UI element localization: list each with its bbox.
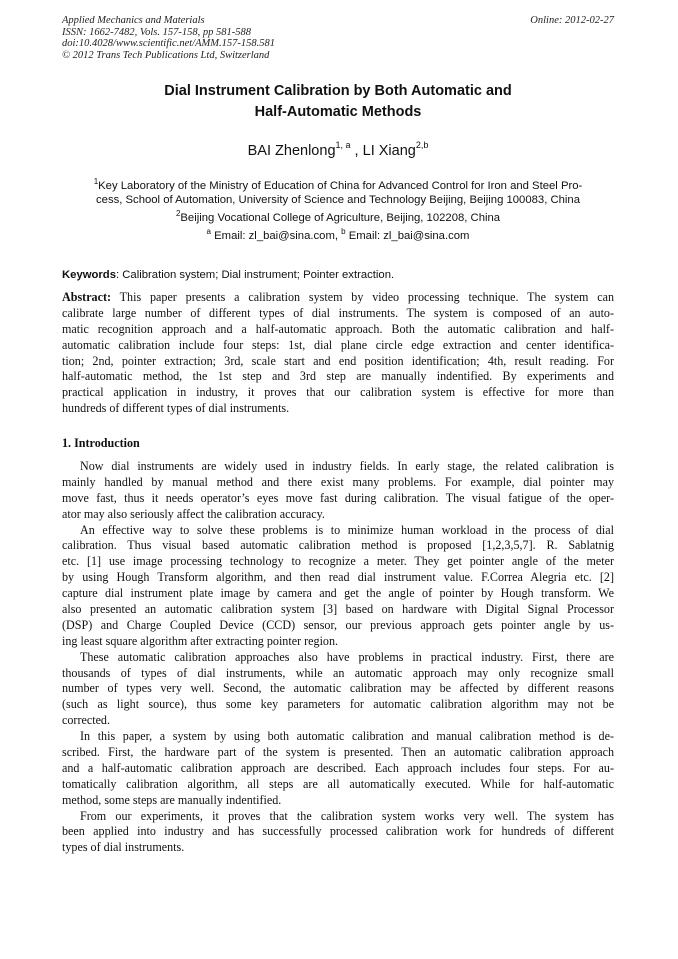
email-line xyxy=(62,225,614,243)
email-a-text: Email: zl_bai@sina.com, xyxy=(211,229,342,242)
affiliation-line-1 xyxy=(62,175,614,193)
abstract-line xyxy=(62,290,614,306)
title-line-1: Dial Instrument Calibration by Both Automatic and xyxy=(164,83,512,99)
intro-line: These automatic calibration approaches also have problems in practical industry. First, there are xyxy=(80,649,614,664)
abstract-label: Abstract: xyxy=(62,290,112,304)
copyright-line: © 2012 Trans Tech Publications Ltd, Switzerland xyxy=(62,49,270,61)
abstract-line: matic recognition approach and a half-automatic approach. Both the automatic calibration and half- xyxy=(62,321,614,336)
intro-line: been applied into industry and has successfully processed calibration work for hundreds of different xyxy=(62,824,614,839)
author-1-name: BAI Zhenlong xyxy=(247,142,336,159)
affiliation-2-text: Beijing Vocational College of Agriculture, Beijing, 102208, China xyxy=(180,211,501,224)
intro-line: In this paper, a system by using both automatic calibration and manual calibration method is de- xyxy=(80,729,614,744)
intro-line: (such as light source), thus some key parameters for automatic calibration algorithm may not be xyxy=(62,697,614,712)
online-date: Online: 2012-02-27 xyxy=(530,15,614,26)
affiliations xyxy=(62,175,614,242)
issn-line: ISSN: 1662-7482, Vols. 157-158, pp 581-588 xyxy=(62,26,251,38)
intro-line: (DSP) and Charge Coupled Device (CCD) sensor, our previous approach gets pointer angle by us- xyxy=(62,617,614,632)
keywords-line xyxy=(62,268,614,282)
journal-name: Applied Mechanics and Materials xyxy=(62,15,205,26)
affiliation-1-marker: 1 xyxy=(93,177,99,186)
intro-line: by using Hough Transform algorithm, and then read dial instrument value. F.Correa Alegria etc. [2] xyxy=(62,570,614,585)
abstract-line: half-automatic method, the 1st step and 3rd step are manually indentified. By experiments and xyxy=(62,369,614,384)
abstract-line: calibrate large number of different types of dial instruments. The system is composed of an auto- xyxy=(62,305,614,320)
intro-line: An effective way to solve these problems is to minimize human workload in the process of dial xyxy=(80,522,614,537)
affiliation-line-3 xyxy=(62,207,614,225)
abstract-paragraph xyxy=(62,290,614,417)
section-heading-introduction: 1. Introduction xyxy=(62,436,140,450)
doi-line: doi:10.4028/www.scientific.net/AMM.157-158.581 xyxy=(62,38,275,49)
abstract-line: hundreds of different types of dial instruments. xyxy=(62,401,290,416)
author-2-name: LI Xiang xyxy=(362,142,416,159)
affiliation-line-2: cess, School of Automation, University of Science and Technology Beijing, Beijing 100083, China xyxy=(96,193,580,206)
intro-line: corrected. xyxy=(62,713,111,728)
paper-title xyxy=(62,81,614,123)
intro-line: method, some steps are manually indentified. xyxy=(62,792,282,807)
introduction-body xyxy=(62,459,614,856)
intro-line: From our experiments, it proves that the calibration system works very well. The system has xyxy=(80,808,614,823)
intro-line: etc. [1] use image processing technology to recognize a meter. They get pointer angle of the meter xyxy=(62,554,614,569)
author-separator: , xyxy=(350,142,363,159)
keywords-text: : Calibration system; Dial instrument; Pointer extraction. xyxy=(116,269,395,281)
intro-line: thousands of types of dial instruments, while an automatic approach may only recognize small xyxy=(62,665,614,680)
intro-line: capture dial instrument plate image by camera and get the angle of pointer by Hough transform. We xyxy=(62,586,614,601)
author-line xyxy=(62,137,614,160)
email-b-text: Email: zl_bai@sina.com xyxy=(345,229,470,242)
abstract-line: practical application in industry, it proves that our calibration system is effective for more than xyxy=(62,385,614,400)
intro-line: mainly handled by manual method and there exist many problems. For example, dial pointer may xyxy=(62,474,614,489)
abstract-line-text: This paper presents a calibration system by video processing technique. The system can xyxy=(111,290,614,304)
intro-line: and a half-automatic calibration approach are described. Each approach includes four steps. For au- xyxy=(62,760,614,775)
title-line-2: Half-Automatic Methods xyxy=(254,104,422,120)
author-2-superscript: 2,b xyxy=(415,140,429,150)
intro-line: ator may also seriously affect the calibration accuracy. xyxy=(62,506,325,521)
intro-line: calibration. Thus visual based automatic calibration method is proposed [1,2,3,5,7]. R. Sablatnig xyxy=(62,538,614,553)
affiliation-2-marker: 2 xyxy=(175,208,181,218)
affiliation-1-text: Key Laboratory of the Ministry of Education of China for Advanced Control for Iron and Steel Pro- xyxy=(98,179,583,192)
intro-line: also presented an automatic calibration system [3] based on hardware with Digital Signal Processor xyxy=(62,602,614,617)
journal-header xyxy=(62,15,275,61)
abstract-line: automatic calibration include four steps: 1st, dial plane circle edge extraction and center identifica- xyxy=(62,337,614,352)
author-1-superscript: 1, a xyxy=(335,140,351,150)
intro-line: tomatically calibration algorithm, all steps are all automatically executed. While for half-automatic xyxy=(62,776,614,791)
intro-line: types of dial instruments. xyxy=(62,840,185,855)
email-b-marker: b xyxy=(341,226,346,236)
intro-line: move fast, thus it needs operator’s eyes move fast during calibration. The visual fatigue of the oper- xyxy=(62,490,614,505)
email-a-marker: a xyxy=(206,226,211,236)
intro-line: scribed. First, the hardware part of the system is presented. Then an automatic calibration approach xyxy=(62,745,614,760)
intro-line: number of types very well. Second, the automatic calibration may be affected by different reasons xyxy=(62,681,614,696)
abstract-line: tion; 2nd, pointer extraction; 3rd, scale start and end position identification; 4th, result reading. For xyxy=(62,353,614,368)
intro-line: ing least square algorithm after extracting pointer region. xyxy=(62,633,339,648)
keywords-label: Keywords xyxy=(62,269,116,281)
intro-line: Now dial instruments are widely used in industry fields. In early stage, the related calibration is xyxy=(80,459,614,473)
